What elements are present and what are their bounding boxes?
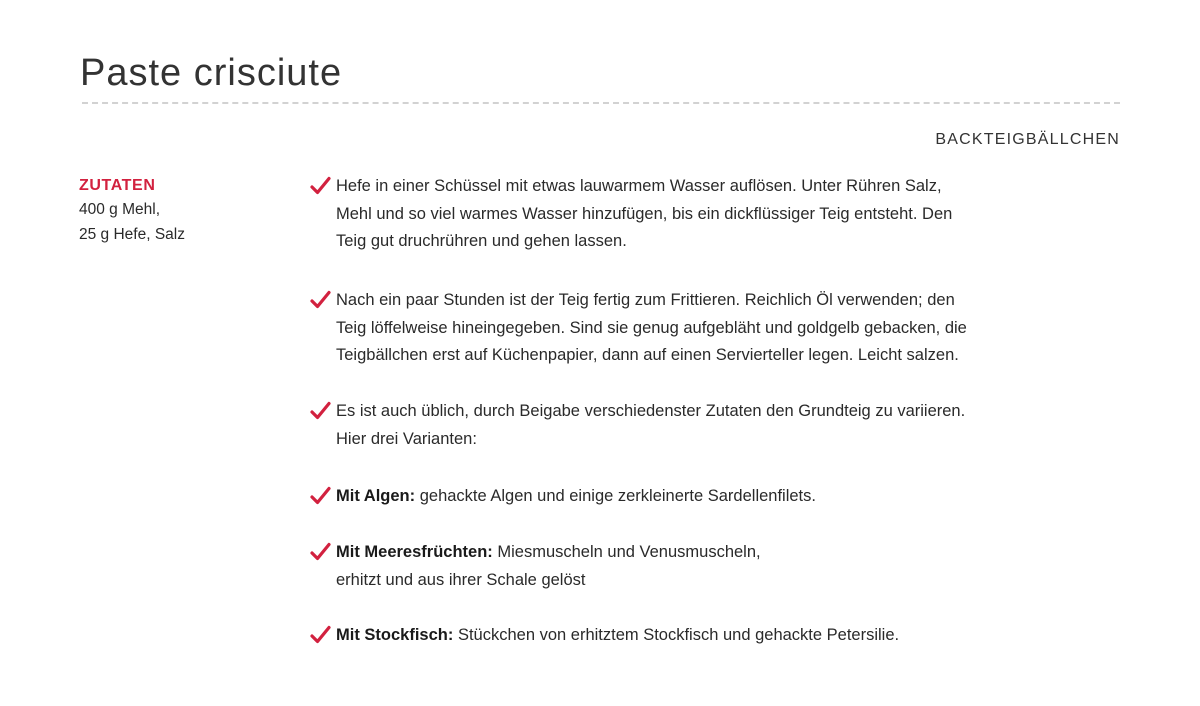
checkmark-icon [310, 289, 334, 313]
instruction-line: Teig gut druchrühren und gehen lassen. [336, 232, 627, 250]
instruction-line: Teig löffelweise hineingegeben. Sind sie genug aufgebläht und goldgelb gebacken, die [336, 318, 967, 337]
variant-text [334, 539, 1120, 594]
instruction-text [334, 173, 1120, 256]
variant-label: Mit Meeresfrüchten: [336, 543, 493, 561]
ingredient-line: 25 g Hefe, Salz [79, 226, 185, 243]
variant-label: Mit Algen: [336, 487, 416, 505]
instruction-line: Hefe in einer Schüssel mit etwas lauwarmem Wasser auflösen. Unter Rühren Salz, [336, 177, 942, 195]
checkmark-icon [310, 541, 334, 565]
variant-label: Mit Stockfisch: [336, 626, 454, 644]
ingredients-heading: ZUTATEN [79, 177, 156, 194]
variant-step [310, 539, 1120, 594]
checkmark-icon [310, 624, 334, 648]
instruction-step [310, 398, 1120, 453]
ingredient-line: 400 g Mehl, [79, 201, 160, 218]
ingredients-block [79, 175, 279, 247]
variant-description: Miesmuscheln und Venusmuscheln, [497, 543, 761, 561]
variant-line [336, 539, 1120, 567]
instruction-line: Nach ein paar Stunden ist der Teig fertig zum Frittieren. Reichlich Öl verwenden; den [336, 291, 955, 309]
variant-text [334, 483, 1120, 511]
variant-line: erhitzt und aus ihrer Schale gelöst [336, 570, 586, 589]
instruction-line: Mehl und so viel warmes Wasser hinzufügen, bis ein dickflüssiger Teig entsteht. Den [336, 204, 953, 223]
title-divider [82, 102, 1120, 104]
checkmark-icon [310, 400, 334, 424]
variant-description: gehackte Algen und einige zerkleinerte Sardellenfilets. [419, 487, 816, 505]
variant-step [310, 622, 1120, 650]
variant-line [336, 622, 1120, 650]
checkmark-icon [310, 175, 334, 199]
instruction-line: Es ist auch üblich, durch Beigabe verschiedenster Zutaten den Grundteig zu variieren. [336, 402, 966, 420]
variant-line [336, 483, 1120, 511]
instruction-step [310, 287, 1120, 370]
instruction-line: Teigbällchen erst auf Küchenpapier, dann auf einen Servierteller legen. Leicht salzen. [336, 346, 959, 364]
instruction-line: Hier drei Varianten: [336, 429, 477, 448]
variant-text [334, 622, 1120, 650]
variant-description: Stückchen von erhitztem Stockfisch und gehackte Petersilie. [457, 626, 900, 644]
instruction-text [334, 287, 1120, 370]
recipe-title: Paste crisciute [80, 52, 343, 94]
instruction-text [334, 398, 1120, 453]
checkmark-icon [310, 485, 334, 509]
instruction-step [310, 173, 1120, 256]
recipe-subtitle: BACKTEIGBÄLLCHEN [935, 131, 1120, 148]
variant-step [310, 483, 1120, 511]
